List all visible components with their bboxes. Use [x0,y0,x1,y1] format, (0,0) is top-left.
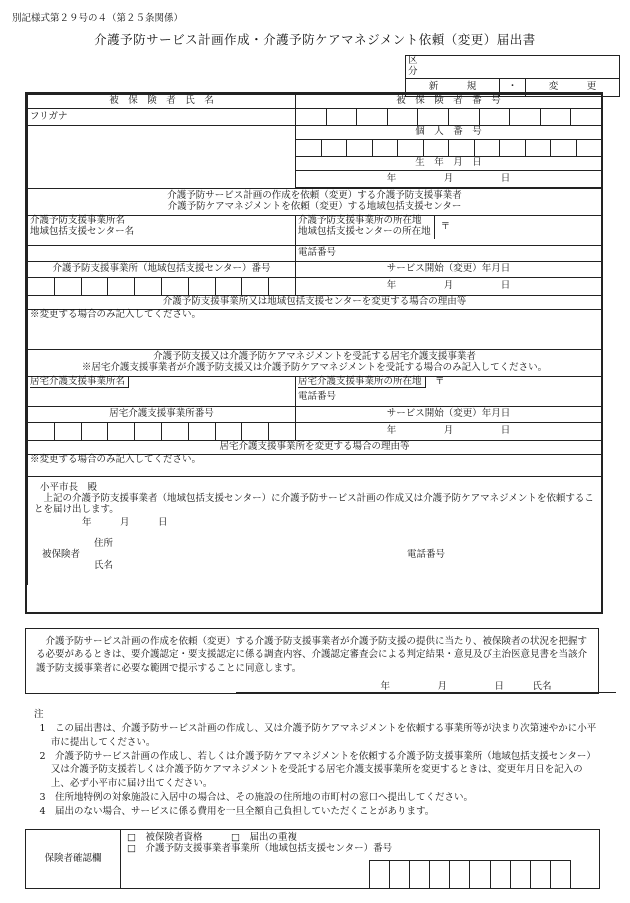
support-start-value[interactable]: 年 月 日 [296,278,602,296]
support-number-cells[interactable] [28,278,296,296]
kojin-cells[interactable] [296,140,602,157]
declaration-name[interactable]: 氏名 [94,559,114,571]
consent-box [25,628,599,694]
note-item: 2 介護予防サービス計画の作成し、若しくは介護予防ケアマネジメントを依頼する介護予防支援事業所（地域包括支援センター）又は介護予防支援若しくは介護予防ケアマネジメントを受託する居宅介護支援事業所を変更するときは、変更年月日を記入の上、必ず小平市に届け出てください。 [39,750,596,790]
main-form [25,92,603,614]
care-number-header: 居宅介護支援事業所番号 [28,407,296,423]
care-start-header: サービス開始（変更）年月日 [296,407,602,423]
kojin-header: 個 人 番 号 [296,126,602,140]
note-item: 4 届出のない場合、サービスに係る費用を一旦全額自己負担していただくことがあります。 [39,805,435,817]
support-address-field[interactable]: 介護予防支援事業所の所在地 地域包括支援センターの所在地 〒 [296,216,602,246]
kubun-dot: ・ [500,78,526,96]
support-start-header: サービス開始（変更）年月日 [296,262,602,278]
insured-number-cells[interactable] [296,109,602,126]
insured-number-header: 被 保 険 者 番 号 [296,95,602,109]
kubun-box [405,55,620,97]
support-reason-field[interactable]: ※変更する場合のみ記入してください。 [28,310,602,350]
main-table [27,94,602,585]
note-item: 3 住所地特例の対象施設に入居中の場合は、その施設の住所地の市町村の窓口へ提出してください。 [39,791,474,803]
kubun-label: 区 分 [406,56,620,79]
insured-name-field[interactable] [28,126,296,189]
care-start-value[interactable]: 年 月 日 [296,423,602,441]
birth-header: 生 年 月 日 [296,157,602,171]
confirm-box [25,829,600,889]
birth-value[interactable]: 年 月 日 [296,171,602,188]
confirm-check2[interactable]: □ 介護予防支援事業者事業所（地域包括支援センター）番号 [127,842,393,854]
confirm-check1[interactable]: □ 被保険者資格 □ 届出の重複 [127,832,297,843]
kubun-change[interactable]: 変 更 [525,78,619,96]
support-heading: 介護予防サービス計画の作成を依頼（変更）する介護予防支援事業者 介護予防ケアマネジメントを依頼（変更）する地域包括支援センター [28,189,602,216]
declaration-body: 上記の介護予防支援事業者（地域包括支援センター）に介護予防サービス計画の作成又は介護予防ケアマネジメントを依頼することを届け出します。 [34,492,594,515]
care-address-field[interactable]: 居宅介護支援事業所の所在地 〒 電話番号 [296,377,602,407]
care-number-cells[interactable] [28,423,296,441]
notes-list [30,722,600,818]
declaration-insured: 被保険者 [42,548,81,560]
addressee: 小平市長 殿 [40,482,98,493]
care-heading: 介護予防支援又は介護予防ケアマネジメントを受託する居宅介護支援事業者 ※居宅介護支援事業者が介護予防支援又は介護予防ケアマネジメントを受託する場合のみ記入してください。 [28,350,602,377]
support-reason-header: 介護予防支援事業所又は地域包括支援センターを変更する場合の理由等 [28,296,602,310]
support-tel[interactable]: 電話番号 [296,246,602,262]
confirm-number-cells[interactable] [369,860,571,888]
note-item: 1 この届出書は、介護予防サービス計画の作成し、又は介護予防ケアマネジメントを依頼する事業所等が決まり次第速やかに小平市に提出してください。 [39,723,597,748]
support-name-field[interactable]: 介護予防支援事業所名 地域包括支援センター名 [28,216,296,246]
confirm-label: 保険者確認欄 [26,830,121,889]
declaration-address[interactable]: 住所 [94,537,114,549]
declaration-date[interactable]: 年 月 日 [82,516,168,528]
care-name-field[interactable]: 居宅介護支援事業所名 [28,377,296,407]
declaration-tel[interactable]: 電話番号 [406,548,445,560]
care-reason-field[interactable]: ※変更する場合のみ記入してください。 [28,455,602,477]
consent-body: 介護予防サービス計画の作成を依頼（変更）する介護予防支援事業者が介護予防支援の提供に当たり、被保険者の状況を把握する必要があるときは、要介護認定・要支援認定に係る調査内容、介護認定審査会による判定結果・意見及び主治医意見書を当該介護予防支援事業者に必要な範囲で提示することに同意します。 [36,636,588,674]
kubun-new[interactable]: 新 規 [406,78,500,96]
form-title: 介護予防サービス計画作成・介護予防ケアマネジメント依頼（変更）届出書 [94,32,536,47]
care-reason-header: 居宅介護支援事業所を変更する場合の理由等 [28,441,602,455]
furigana-label: フリガナ [28,109,296,126]
form-number: 別記様式第２９号の４（第２５条関係） [12,13,184,24]
insured-name-header: 被 保 険 者 氏 名 [28,95,296,109]
consent-sign[interactable]: 年 月 日 氏名 [236,678,616,693]
declaration-area [28,477,602,586]
notes-title: 注 [34,709,44,720]
support-number-header: 介護予防支援事業所（地域包括支援センター）番号 [28,262,296,278]
